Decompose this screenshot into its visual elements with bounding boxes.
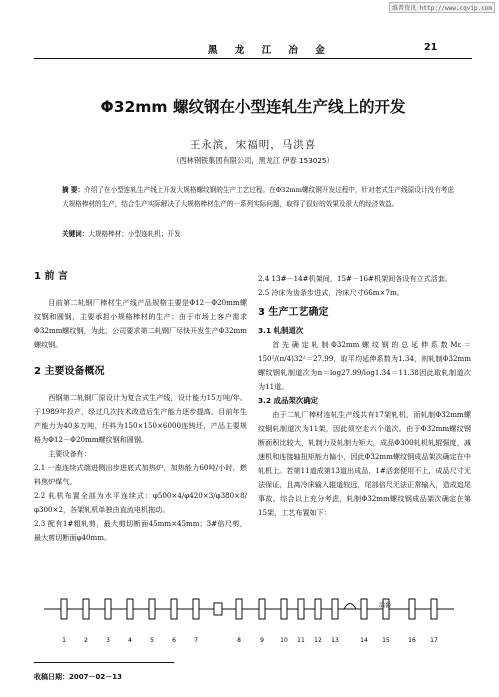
footnote-rule — [34, 662, 174, 663]
keywords — [62, 228, 454, 238]
stand-number: 13 — [331, 637, 339, 644]
stand-number: 9 — [260, 637, 264, 644]
section-2-title: 2 主要设备概况 — [34, 366, 105, 377]
item-2-4: 2.4 13#－14#机架间，15#－16#机架间各设有立式活套。 — [258, 274, 453, 283]
stand-number: 14 — [360, 637, 368, 644]
looper-label: 活套 — [379, 602, 392, 609]
abstract-label: 摘 要： — [62, 186, 85, 194]
shear-symbol — [214, 603, 222, 615]
item-2-2: 2.2 轧机布置全部为水平连续式：φ500×4/φ420×3/φ380×8/φ300×2，各架轧机单独由直流电机拖动。 — [34, 491, 247, 514]
section-3-2-title: 3.2 成品架次确定 — [258, 396, 319, 405]
mill-stand — [409, 599, 415, 619]
mill-stand — [105, 599, 111, 619]
stand-number: 10 — [280, 637, 288, 644]
looper-symbol — [344, 604, 356, 610]
left-column — [34, 270, 247, 545]
mill-stand — [431, 599, 437, 619]
mill-stand — [171, 599, 177, 619]
section-3-title: 3 生产工艺确定 — [258, 307, 329, 318]
mill-stand — [332, 599, 338, 619]
section-3-1-title: 3.1 轧制道次 — [258, 326, 304, 335]
stand-number: 8 — [237, 637, 241, 644]
page-number: 21 — [424, 42, 438, 53]
mill-stand — [315, 599, 321, 619]
abstract — [62, 184, 454, 211]
mill-stand — [361, 599, 367, 619]
section-2-equipment-intro: 主要设备有： — [48, 449, 91, 458]
item-2-5: 2.5 冷床为齿条步进式，冷床尺寸66m×7m。 — [258, 288, 404, 297]
article-title: Φ32mm 螺纹钢在小型连轧生产线上的开发 — [100, 98, 406, 116]
mill-stand — [83, 599, 89, 619]
mill-stand — [298, 599, 304, 619]
stand-number: 1 — [62, 637, 66, 644]
mill-stand — [61, 599, 67, 619]
stand-number: 3 — [106, 637, 110, 644]
mill-stand — [149, 599, 155, 619]
mill-stand — [127, 599, 133, 619]
authors: 王永滨，宋福明，马洪喜 — [189, 139, 317, 151]
section-2-paragraph: 西钢第二轧钢厂原设计为复合式生产线，设计能力15万吨/年。于1989年投产，经过几次技术改造后生产能力逐步提高。目前年生产能力为40多万吨，坯料为150×150×6000连铸坯，产品主要规格为Φ12－Φ20mm螺纹钢和圆钢。 — [34, 393, 247, 444]
watermark: 维普资讯 http://www.cqvip.com — [389, 2, 495, 13]
mill-stand — [193, 599, 199, 619]
item-2-3: 2.3 配有1#粗轧剪，最大剪切断面45mm×45mm；3#倍尺剪，最大剪切断面φ40mm。 — [34, 519, 247, 542]
keywords-label: 关键词： — [62, 230, 89, 238]
stand-number: 12 — [314, 637, 322, 644]
affiliation: （西林钢铁集团有限公司，黑龙江 伊春 153025） — [172, 156, 334, 165]
stand-number: 6 — [172, 637, 176, 644]
mill-layout-diagram — [34, 590, 472, 650]
mill-stand — [259, 599, 265, 619]
right-column — [258, 272, 471, 520]
section-1-title: 1 前 言 — [34, 271, 68, 282]
section-3-2-paragraph: 由于二轧厂棒材连轧生产线共有17架轧机，而轧制Φ32mm螺纹钢轧制道次为11架，因此须空走六个道次。由于Φ32mm螺纹钢断面积比较大，轧制力及轧制力矩大，成品Φ300轧机轧辊强度，减速机和连接轴扭矩能力偏小，因此Φ32mm螺纹钢成品架次确定在中轧机上。若第11道成第13道出成品，1#活套便用不上，成品尺寸无法保证，且离冷床输入辊道较远，尾部倍尺无法正常输入，造成追尾事故。综合以上充分考虑，轧制Φ32mm螺纹钢成品架次确定在第15架，工艺布置如下： — [258, 410, 471, 517]
header-rule — [34, 58, 472, 59]
stand-number: 11 — [297, 637, 305, 644]
stand-number: 15 — [382, 637, 390, 644]
journal-name: 黑 龙 江 冶 金 — [208, 45, 332, 56]
item-2-1: 2.1 一座连续式端进侧出步进底式加热炉，加热能力60吨/小时，燃料焦炉煤气。 — [34, 463, 247, 486]
mill-stand — [281, 599, 287, 619]
stand-number: 16 — [408, 637, 416, 644]
mill-stand — [236, 599, 242, 619]
section-1-paragraph: 目前第二轧钢厂棒材生产线产品规格主要是Φ12－Φ20mm螺纹钢和圆钢，主要承担小规格棒材的生产；由于市场上客户需求Φ32mm螺纹钢，为此，公司要求第二轧钢厂尽快开发生产Φ32mm螺纹钢。 — [34, 298, 247, 349]
section-3-1-paragraph: 首先确定轧制Φ32mm螺纹钢的总延伸系数Mε＝150²/(π/4)32²＝27.99，取平均延伸系数为1.34，则轧制Φ32mm螺纹钢轧制道次为n＝log27.99/log1.34＝11.38因此取轧制道次为11道。 — [258, 340, 471, 391]
stand-number: 5 — [150, 637, 154, 644]
received-date: 收稿日期：2007－02－13 — [34, 673, 122, 681]
stand-number: 4 — [128, 637, 132, 644]
stand-number: 17 — [430, 637, 438, 644]
abstract-text: 介绍了在小型连轧生产线上开发大规格螺纹钢的生产工艺过程。在Φ32mm螺纹钢开发过程中，针对老式生产线原设计没有考虑大规格棒材的生产，结合生产实际解决了大规格棒材生产的一系列实际问题，取得了很好的效果及很大的经济效益。 — [62, 186, 454, 208]
stand-number: 7 — [194, 637, 198, 644]
keywords-text: 大规格棒材；小型连轧机；开发 — [88, 230, 181, 238]
stand-number: 2 — [84, 637, 88, 644]
